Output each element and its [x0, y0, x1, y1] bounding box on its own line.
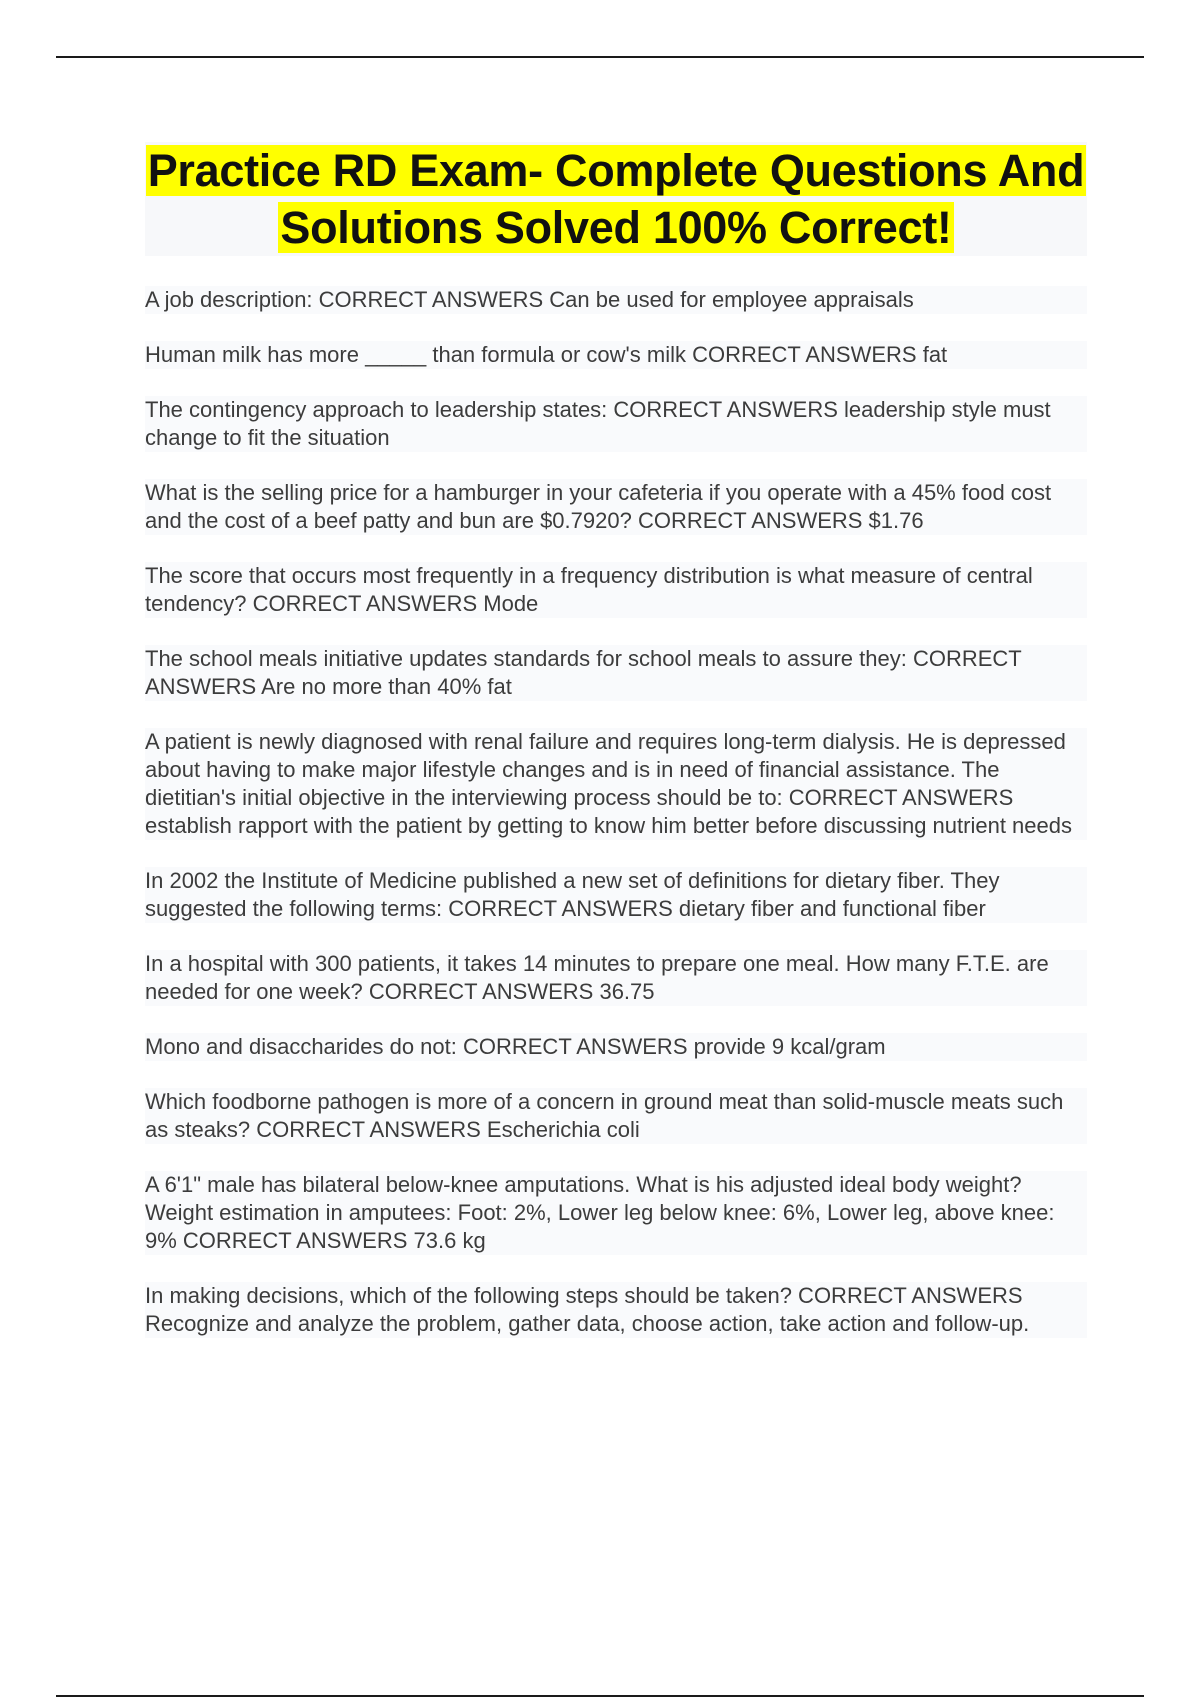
qa-item: The score that occurs most frequently in a frequency distribution is what measure of central tendency? CORRECT ANSWERS Mode [145, 562, 1087, 618]
qa-item: A 6'1" male has bilateral below-knee amputations. What is his adjusted ideal body weight? Weight estimation in amputees: Foot: 2%, Lower leg below knee: 6%, Lower leg, above knee: 9% CORRECT ANSWERS 73.6 kg [145, 1171, 1087, 1255]
page-title [145, 142, 1087, 256]
qa-list [145, 286, 1087, 1338]
title-block [145, 142, 1087, 256]
top-rule [56, 56, 1144, 58]
qa-item: The school meals initiative updates standards for school meals to assure they: CORRECT ANSWERS Are no more than 40% fat [145, 645, 1087, 701]
qa-item: Which foodborne pathogen is more of a concern in ground meat than solid-muscle meats such as steaks? CORRECT ANSWERS Escherichia coli [145, 1088, 1087, 1144]
title-highlight: Practice RD Exam- Complete Questions And Solutions Solved 100% Correct! [147, 145, 1085, 253]
qa-item: In a hospital with 300 patients, it takes 14 minutes to prepare one meal. How many F.T.E. are needed for one week? CORRECT ANSWERS 36.75 [145, 950, 1087, 1006]
qa-item: What is the selling price for a hamburger in your cafeteria if you operate with a 45% food cost and the cost of a beef patty and bun are $0.7920? CORRECT ANSWERS $1.76 [145, 479, 1087, 535]
document-body [145, 142, 1087, 1365]
qa-item: In 2002 the Institute of Medicine published a new set of definitions for dietary fiber. They suggested the following terms: CORRECT ANSWERS dietary fiber and functional fiber [145, 867, 1087, 923]
qa-item: Mono and disaccharides do not: CORRECT ANSWERS provide 9 kcal/gram [145, 1033, 1087, 1061]
qa-item: A patient is newly diagnosed with renal failure and requires long-term dialysis. He is depressed about having to make major lifestyle changes and is in need of financial assistance. The dietitian's initial objective in the interviewing process should be to: CORRECT ANSWERS establish rapport with the patient by getting to know him better before discussing nutrient needs [145, 728, 1087, 840]
qa-item: The contingency approach to leadership states: CORRECT ANSWERS leadership style must change to fit the situation [145, 396, 1087, 452]
bottom-rule [56, 1695, 1144, 1697]
qa-item: Human milk has more _____ than formula or cow's milk CORRECT ANSWERS fat [145, 341, 1087, 369]
qa-item: In making decisions, which of the following steps should be taken? CORRECT ANSWERS Recognize and analyze the problem, gather data, choose action, take action and follow-up. [145, 1282, 1087, 1338]
qa-item: A job description: CORRECT ANSWERS Can be used for employee appraisals [145, 286, 1087, 314]
